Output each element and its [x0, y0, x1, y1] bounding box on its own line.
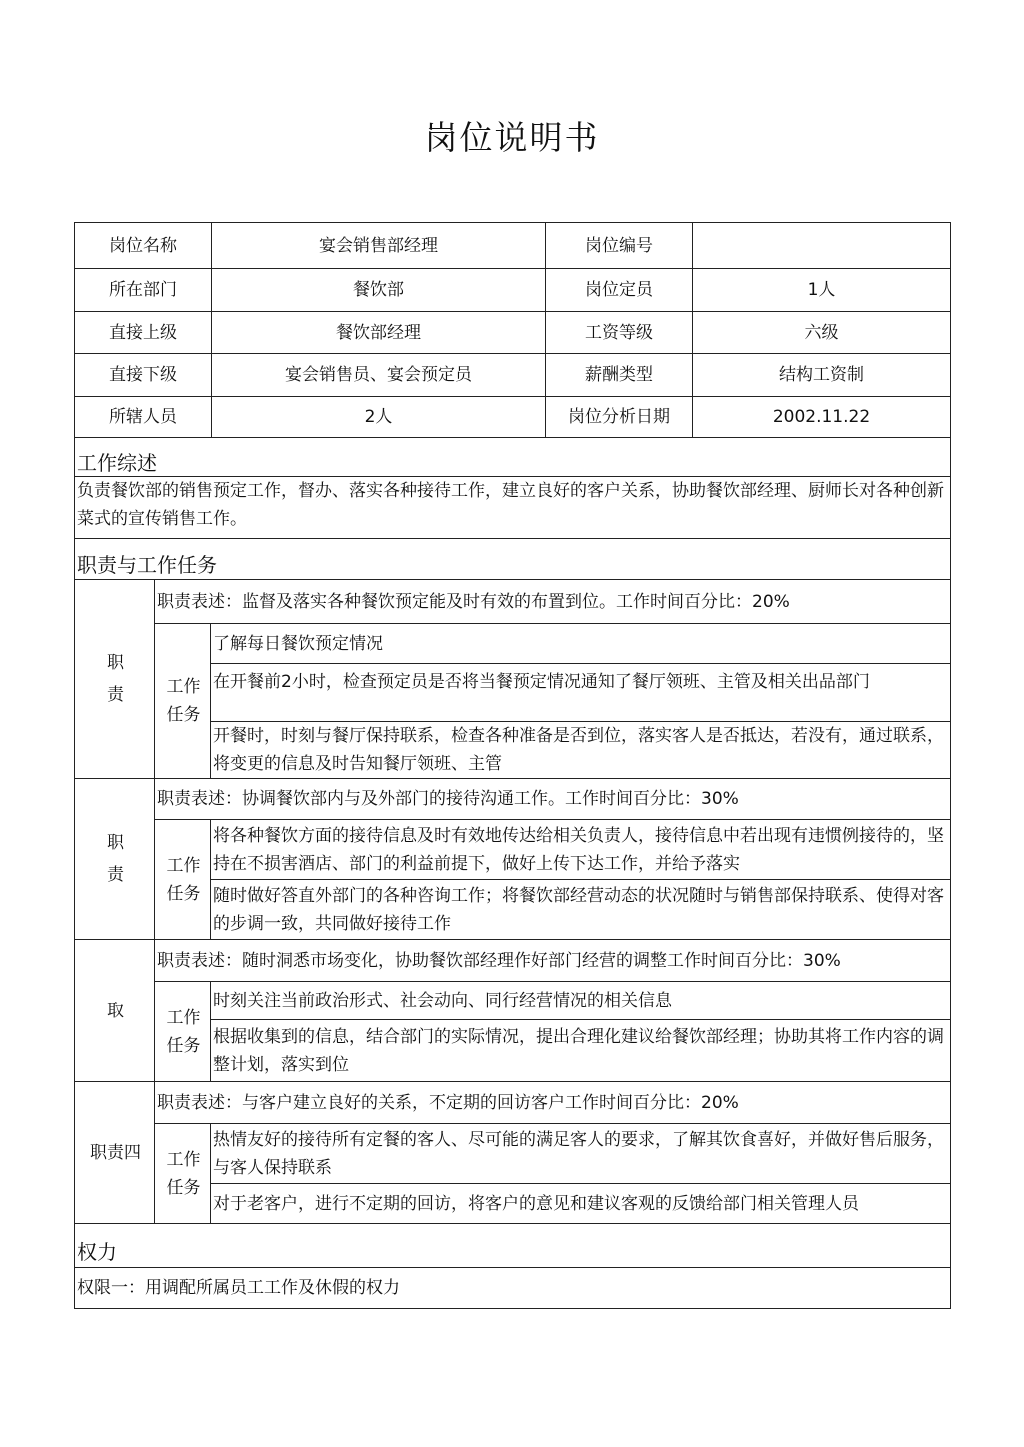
basic-info-table: [74, 222, 951, 438]
task-label: 工作任务: [155, 982, 211, 1082]
task-label: 工作任务: [155, 820, 211, 940]
duty-statement-row: [75, 779, 951, 820]
duty-statement: 职责表述：随时洞悉市场变化，协助餐饮部经理作好部门经营的调整工作时间百分比：30%: [155, 940, 951, 982]
overview-heading: 工作综述: [75, 438, 951, 477]
info-row: [75, 354, 951, 397]
info-row: [75, 269, 951, 312]
duty-label: 职责四: [75, 1082, 155, 1224]
duty-statement: 职责表述：协调餐饮部内与及外部门的接待沟通工作。工作时间百分比：30%: [155, 779, 951, 820]
info-label: 所辖人员: [75, 397, 212, 438]
duty-statement-row: [75, 580, 951, 624]
info-label: 直接上级: [75, 312, 212, 354]
duty-label: 职责: [75, 580, 155, 779]
task-row: [75, 624, 951, 664]
page-title: 岗位说明书: [424, 118, 600, 157]
info-label: 工资等级: [546, 312, 693, 354]
authority-heading: 权力: [75, 1224, 951, 1268]
info-label: 直接下级: [75, 354, 212, 397]
task-label: 工作任务: [155, 624, 211, 779]
info-label: 岗位定员: [546, 269, 693, 312]
task-item: 根据收集到的信息，结合部门的实际情况，提出合理化建议给餐饮部经理；协助其将工作内容的调整计划，落实到位: [211, 1020, 951, 1082]
task-label: 工作任务: [155, 1124, 211, 1224]
info-row: [75, 312, 951, 354]
task-item: 随时做好答直外部门的各种咨询工作；将餐饮部经营动态的状况随时与销售部保持联系、使得对客的步调一致，共同做好接待工作: [211, 880, 951, 940]
duty-label: 取: [75, 940, 155, 1082]
duty-statement: 职责表述：与客户建立良好的关系，不定期的回访客户工作时间百分比：20%: [155, 1082, 951, 1124]
info-value: 2002.11.22: [693, 397, 951, 438]
info-value: 六级: [693, 312, 951, 354]
duty-statement: 职责表述：监督及落实各种餐饮预定能及时有效的布置到位。工作时间百分比：20%: [155, 580, 951, 624]
authority-item: 权限一：用调配所属员工工作及休假的权力: [75, 1268, 951, 1309]
info-value: 2人: [212, 397, 546, 438]
info-value: 宴会销售部经理: [212, 223, 546, 269]
info-value: 餐饮部经理: [212, 312, 546, 354]
duty-label: 职责: [75, 779, 155, 940]
info-label: 岗位编号: [546, 223, 693, 269]
info-value: [693, 223, 951, 269]
info-label: 所在部门: [75, 269, 212, 312]
task-row: [75, 820, 951, 880]
overview-text: 负责餐饮部的销售预定工作，督办、落实各种接待工作，建立良好的客户关系，协助餐饮部经理、厨师长对各种创新菜式的宣传销售工作。: [75, 477, 951, 539]
info-label: 岗位分析日期: [546, 397, 693, 438]
info-value: 宴会销售员、宴会预定员: [212, 354, 546, 397]
task-item: 对于老客户，进行不定期的回访，将客户的意见和建议客观的反馈给部门相关管理人员: [211, 1184, 951, 1224]
task-item: 热情友好的接待所有定餐的客人、尽可能的满足客人的要求，了解其饮食喜好，并做好售后服务，与客人保持联系: [211, 1124, 951, 1184]
task-item: 在开餐前2小时，检查预定员是否将当餐预定情况通知了餐厅领班、主管及相关出品部门: [211, 664, 951, 722]
info-label: 岗位名称: [75, 223, 212, 269]
duty-statement-row: [75, 940, 951, 982]
info-row: [75, 223, 951, 269]
task-item: 时刻关注当前政治形式、社会动向、同行经营情况的相关信息: [211, 982, 951, 1020]
duties-heading: 职责与工作任务: [75, 539, 951, 580]
info-row: [75, 397, 951, 438]
task-row: [75, 982, 951, 1020]
info-value: 1人: [693, 269, 951, 312]
task-row: [75, 1124, 951, 1184]
info-value: 餐饮部: [212, 269, 546, 312]
task-item: 了解每日餐饮预定情况: [211, 624, 951, 664]
duties-table: [74, 437, 951, 1309]
task-item: 将各种餐饮方面的接待信息及时有效地传达给相关负责人，接待信息中若出现有违惯例接待的，坚持在不损害酒店、部门的利益前提下，做好上传下达工作，并给予落实: [211, 820, 951, 880]
task-item: 开餐时，时刻与餐厅保持联系，检查各种准备是否到位，落实客人是否抵达，若没有，通过联系，将变更的信息及时告知餐厅领班、主管: [211, 722, 951, 779]
duty-statement-row: [75, 1082, 951, 1124]
info-label: 薪酬类型: [546, 354, 693, 397]
info-value: 结构工资制: [693, 354, 951, 397]
